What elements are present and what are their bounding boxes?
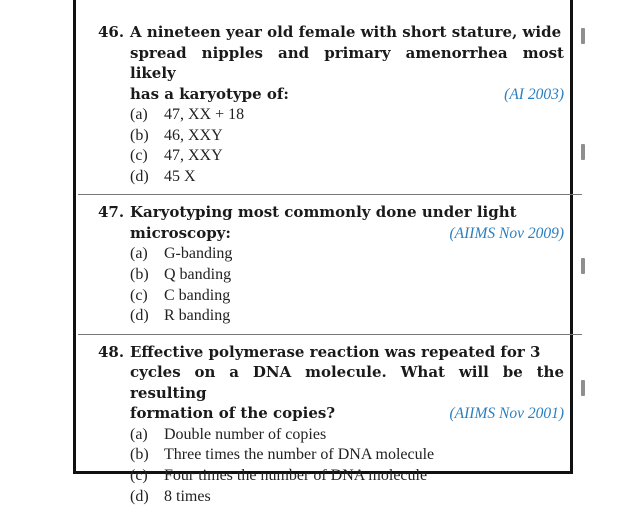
option-text: 47, XXY bbox=[164, 147, 223, 165]
question-text-line: has a karyotype of: bbox=[130, 84, 289, 103]
question-text-line: cycles on a DNA molecule. What will be the resulting bbox=[130, 363, 564, 402]
option-list bbox=[98, 244, 564, 326]
option-text: 46, XXY bbox=[164, 126, 223, 144]
option-letter: (a) bbox=[130, 245, 148, 263]
question-stem bbox=[98, 202, 564, 244]
option-text: Three times the number of DNA molecule bbox=[164, 446, 435, 464]
option-letter: (a) bbox=[130, 106, 148, 123]
option-letter: (d) bbox=[130, 487, 149, 505]
option-text: 8 times bbox=[164, 487, 211, 505]
option-d[interactable] bbox=[130, 306, 564, 327]
question-last-line bbox=[130, 84, 564, 106]
option-letter: (d) bbox=[130, 307, 149, 325]
option-list bbox=[98, 425, 564, 507]
question-text-line: spread nipples and primary amenorrhea most likely bbox=[130, 43, 564, 82]
question-text-line: Effective polymerase reaction was repeated for 3 bbox=[130, 342, 541, 361]
question-last-line bbox=[130, 223, 564, 245]
question-divider bbox=[78, 334, 582, 335]
question-47 bbox=[98, 202, 564, 326]
option-letter: (b) bbox=[130, 265, 149, 283]
question-number: 46. bbox=[98, 23, 125, 41]
option-letter: (b) bbox=[130, 446, 149, 464]
question-stem bbox=[98, 342, 564, 425]
option-c[interactable] bbox=[130, 466, 564, 487]
option-list bbox=[98, 105, 564, 187]
question-48 bbox=[98, 342, 564, 507]
question-number: 48. bbox=[98, 342, 125, 361]
exam-source: (AIIMS Nov 2009) bbox=[449, 224, 564, 242]
edge-mark bbox=[581, 28, 585, 44]
option-b[interactable] bbox=[130, 265, 564, 286]
option-letter: (a) bbox=[130, 425, 148, 443]
option-letter: (c) bbox=[130, 147, 148, 165]
option-text: Double number of copies bbox=[164, 425, 327, 443]
option-a[interactable] bbox=[130, 244, 564, 265]
question-text-line: A nineteen year old female with short stature, wide bbox=[130, 23, 562, 41]
edge-mark bbox=[581, 380, 585, 396]
option-d[interactable] bbox=[130, 167, 564, 188]
edge-mark bbox=[581, 258, 585, 274]
option-text: 47, XX + 18 bbox=[164, 106, 245, 123]
exam-source: (AIIMS Nov 2001) bbox=[449, 405, 564, 423]
option-text: C banding bbox=[164, 286, 231, 304]
option-b[interactable] bbox=[130, 445, 564, 466]
option-letter: (c) bbox=[130, 286, 148, 304]
option-letter: (d) bbox=[130, 167, 149, 185]
question-text-line: Karyotyping most commonly done under light bbox=[130, 203, 517, 222]
question-last-line bbox=[130, 403, 564, 425]
question-number: 47. bbox=[98, 203, 125, 222]
exam-source: (AI 2003) bbox=[504, 85, 564, 103]
question-text-line: formation of the copies? bbox=[130, 404, 336, 423]
option-c[interactable] bbox=[130, 286, 564, 307]
question-46 bbox=[98, 22, 564, 187]
option-letter: (c) bbox=[130, 466, 148, 484]
option-text: Q banding bbox=[164, 265, 232, 283]
option-text: G-banding bbox=[164, 245, 233, 263]
question-text-line: microscopy: bbox=[130, 223, 231, 242]
option-b[interactable] bbox=[130, 126, 564, 147]
option-a[interactable] bbox=[130, 105, 564, 126]
page-edge-marks bbox=[581, 0, 591, 478]
option-text: Four times the number of DNA molecule bbox=[164, 466, 428, 484]
option-a[interactable] bbox=[130, 425, 564, 446]
option-d[interactable] bbox=[130, 487, 564, 507]
option-letter: (b) bbox=[130, 126, 149, 144]
option-c[interactable] bbox=[130, 146, 564, 167]
question-stem bbox=[98, 22, 564, 105]
question-divider bbox=[78, 194, 582, 195]
question-list bbox=[98, 22, 564, 507]
option-text: R banding bbox=[164, 307, 231, 325]
edge-mark bbox=[581, 144, 585, 160]
option-text: 45 X bbox=[164, 167, 196, 185]
